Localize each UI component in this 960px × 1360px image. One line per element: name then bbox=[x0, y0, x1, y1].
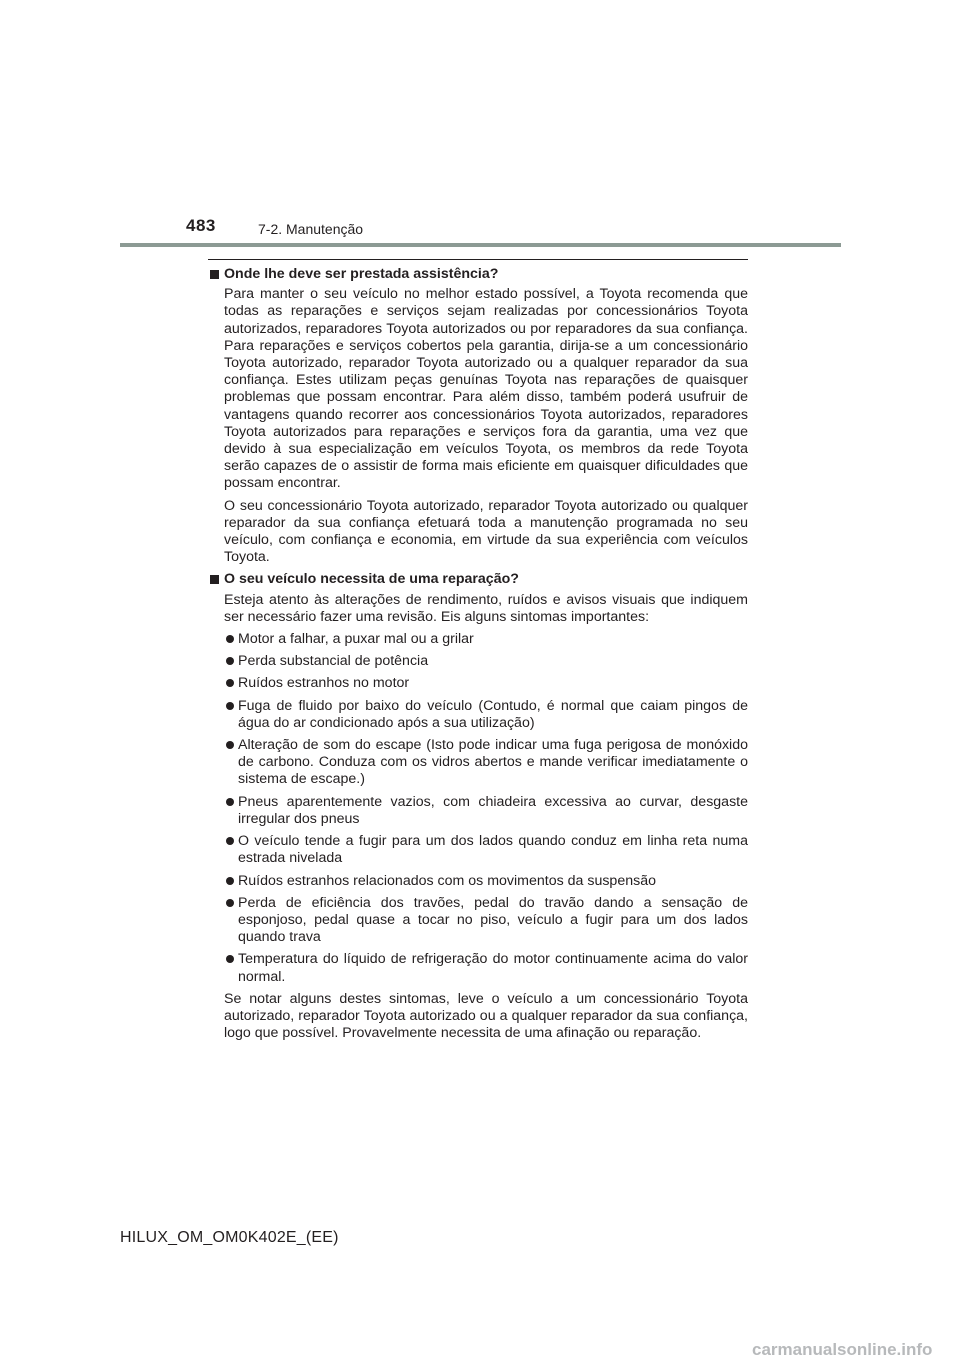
list-item: Alteração de som do escape (Isto pode indicar uma fuga perigosa de monóxido de carbono. Conduza com os vidros abertos e mande verificar imediatamente o sistema de escape.) bbox=[208, 737, 748, 789]
page-header bbox=[0, 0, 960, 280]
list-item: Motor a falhar, a puxar mal ou a grilar bbox=[208, 631, 748, 648]
list-item: Perda substancial de potência bbox=[208, 653, 748, 670]
list-item: Ruídos estranhos relacionados com os movimentos da suspensão bbox=[208, 873, 748, 890]
list-item: Ruídos estranhos no motor bbox=[208, 675, 748, 692]
main-content bbox=[208, 266, 748, 1047]
list-item: Fuga de fluido por baixo do veículo (Contudo, é normal que caiam pingos de água do ar condicionado após a sua utilização) bbox=[208, 698, 748, 732]
section-heading-assistance: Onde lhe deve ser prestada assistência? bbox=[208, 266, 748, 283]
page-number: 483 bbox=[186, 216, 216, 235]
header-divider bbox=[120, 243, 841, 247]
closing-paragraph: Se notar alguns destes sintomas, leve o veículo a um concessionário Toyota autorizado, reparador Toyota autorizado ou a qualquer reparador da sua confiança, logo que possível. Provavelmente necessita de uma afinação ou reparação. bbox=[224, 990, 748, 1042]
symptom-list bbox=[208, 631, 748, 986]
list-item: Temperatura do líquido de refrigeração do motor continuamente acima do valor normal. bbox=[208, 951, 748, 985]
section-title: 7-2. Manutenção bbox=[258, 221, 364, 237]
paragraph: Esteja atento às alterações de rendimento, ruídos e avisos visuais que indiquem ser necessário fazer uma revisão. Eis alguns sintomas importantes: bbox=[224, 591, 748, 625]
list-item: Pneus aparentemente vazios, com chiadeira excessiva ao curvar, desgaste irregular dos pneus bbox=[208, 794, 748, 828]
site-watermark: carmanualsonline.info bbox=[752, 1340, 933, 1359]
paragraph: Para manter o seu veículo no melhor estado possível, a Toyota recomenda que todas as reparações e serviços sejam realizadas por concessionários Toyota autorizados, reparadores Toyota autorizados ou por reparadores da sua confiança. Para reparações e serviços cobertos pela garantia, dirija-se a um concessionário Toyota autorizado, reparador Toyota autorizado ou a qualquer reparador da sua confiança. Estes utilizam peças genuínas Toyota nas reparações de quaisquer problemas que possam encontrar. Para além disso, também poderá usufruir de vantagens quando recorrer aos concessionários Toyota autorizados, reparadores Toyota autorizados para reparações e serviços fora da garantia, uma vez que devido à sua especialização em veículos Toyota, os membros da rede Toyota serão capazes de o assistir de forma mais eficiente em quaisquer dificuldades que possam encontrar. bbox=[224, 286, 748, 492]
section-heading-repair: O seu veículo necessita de uma reparação? bbox=[208, 571, 748, 588]
list-item: O veículo tende a fugir para um dos lados quando conduz em linha reta numa estrada nivelada bbox=[208, 833, 748, 867]
paragraph: O seu concessionário Toyota autorizado, reparador Toyota autorizado ou qualquer reparador da sua confiança efetuará toda a manutenção programada no seu veículo, com confiança e economia, em virtude da sua experiência com veículos Toyota. bbox=[224, 497, 748, 566]
content-divider bbox=[208, 259, 748, 260]
document-code: HILUX_OM_OM0K402E_(EE) bbox=[120, 1229, 339, 1246]
list-item: Perda de eficiência dos travões, pedal do travão dando a sensação de esponjoso, pedal quase a tocar no piso, veículo a fugir para um dos lados quando trava bbox=[208, 895, 748, 947]
